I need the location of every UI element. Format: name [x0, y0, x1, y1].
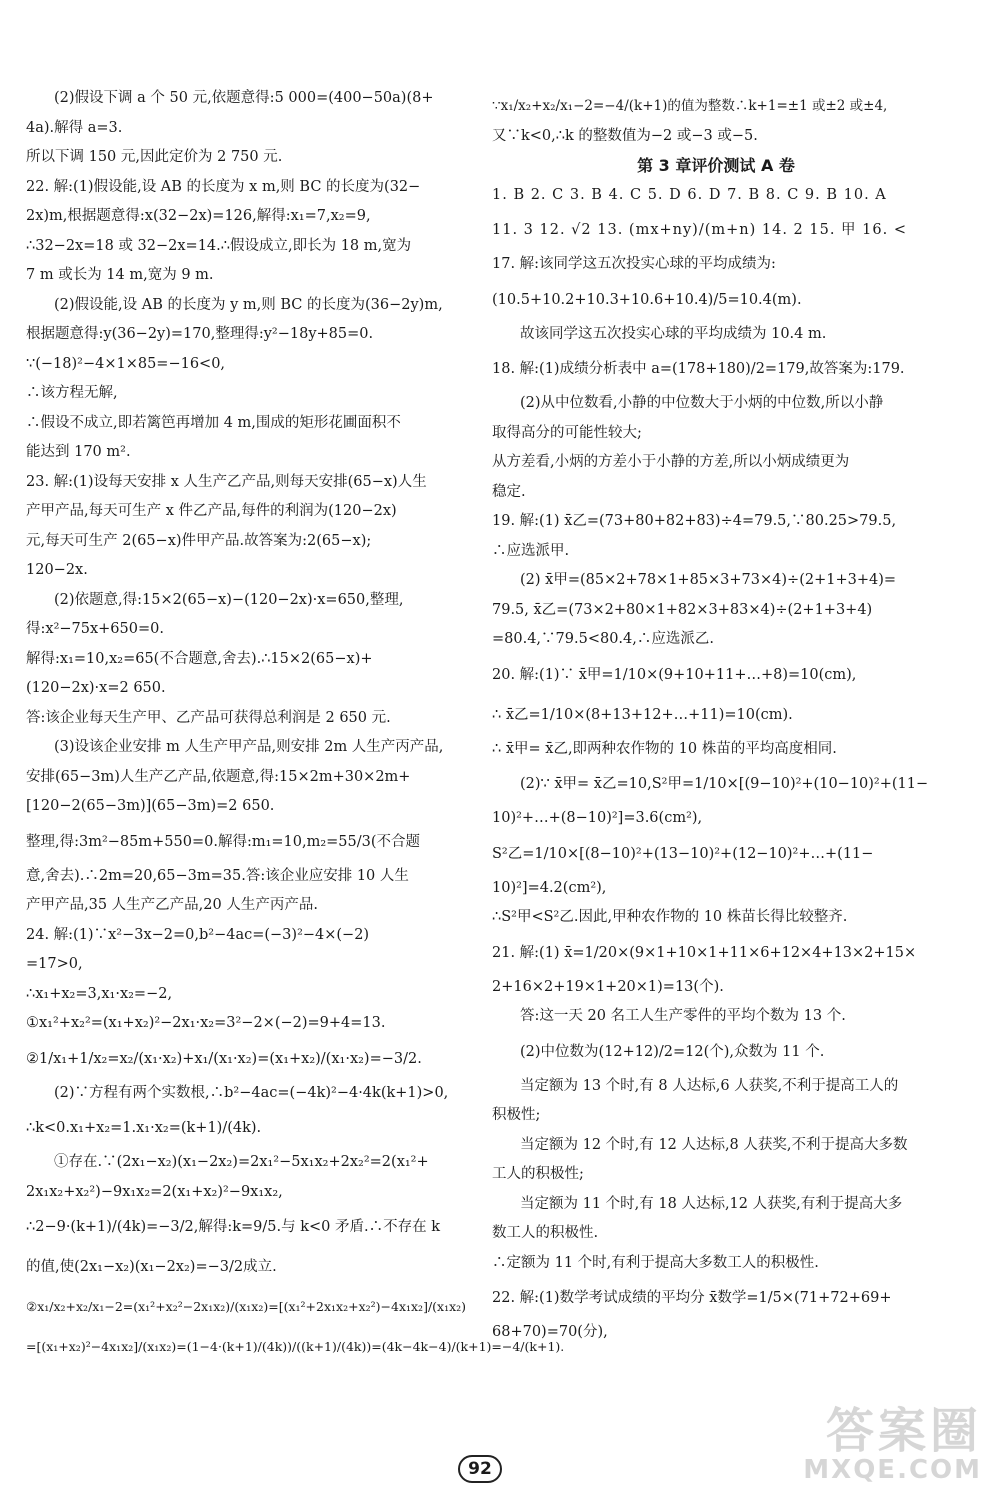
text-line: ∴定额为 11 个时,有利于提高大多数工人的积极性.	[492, 1254, 819, 1271]
text-line: 当定额为 12 个时,有 12 人达标,8 人获奖,不利于提高大多数	[520, 1136, 908, 1153]
text-line: 22. 解:(1)假设能,设 AB 的长度为 x m,则 BC 的长度为(32−	[26, 178, 421, 195]
text-line: 又∵k<0,∴k 的整数值为−2 或−3 或−5.	[492, 127, 758, 144]
text-line: S²乙=1/10×[(8−10)²+(13−10)²+(12−10)²+…+(11−	[492, 845, 874, 862]
text-line: ∴k<0.x₁+x₂=1.x₁·x₂=(k+1)/(4k).	[26, 1120, 262, 1136]
right-column	[492, 92, 940, 1348]
text-line: 21. 解:(1) x̄=1/20×(9×1+10×1+11×6+12×4+13×2+15×	[492, 944, 917, 961]
text-line: 10)²+…+(8−10)²]=3.6(cm²),	[492, 810, 703, 826]
text-line: ∴S²甲<S²乙.因此,甲种农作物的 10 株苗长得比较整齐.	[492, 909, 848, 925]
text-line: (3)设该企业安排 m 人生产甲产品,则安排 2m 人生产丙产品,	[54, 739, 444, 755]
watermark-logo: 答案圈	[825, 1403, 982, 1459]
text-line: (2) x̄甲=(85×2+78×1+85×3+73×4)÷(2+1+3+4)=	[520, 572, 897, 588]
text-line: 答:这一天 20 名工人生产零件的平均个数为 13 个.	[520, 1008, 846, 1024]
text-line: ①存在.∵(2x₁−x₂)(x₁−2x₂)=2x₁²−5x₁x₂+2x₂²=2(x₁²+	[54, 1154, 429, 1170]
text-line: [120−2(65−3m)](65−3m)=2 650.	[26, 798, 275, 814]
watermark	[803, 1403, 982, 1485]
text-line: 4a).解得 a=3.	[26, 119, 123, 136]
text-line: =[(x₁+x₂)²−4x₁x₂]/(x₁x₂)=(1−4·(k+1)/(4k))/((k+1)/(4k))=(4k−4k−4)/(k+1)=−4/(k+1).	[26, 1339, 565, 1354]
text-line: 的值,使(2x₁−x₂)(x₁−2x₂)=−3/2成立.	[26, 1259, 277, 1275]
text-line: 安排(65−3m)人生产乙产品,依题意,得:15×2m+30×2m+	[26, 768, 411, 785]
text-line: 68+70)=70(分),	[492, 1324, 608, 1340]
text-line: 23. 解:(1)设每天安排 x 人生产乙产品,则每天安排(65−x)人生	[26, 473, 427, 490]
text-line: 17. 解:该同学这五次投实心球的平均成绩为:	[492, 256, 776, 272]
text-line: ∵(−18)²−4×1×85=−16<0,	[26, 355, 226, 372]
text-line: (120−2x)·x=2 650.	[26, 680, 166, 696]
text-line: 79.5, x̄乙=(73×2+80×1+82×3+83×4)÷(2+1+3+4)	[492, 601, 873, 618]
text-line: 取得高分的可能性较大;	[492, 424, 642, 441]
text-line: ∴x₁+x₂=3,x₁·x₂=−2,	[26, 985, 173, 1002]
text-line: 19. 解:(1) x̄乙=(73+80+82+83)÷4=79.5,∵80.25>79.5,	[492, 513, 897, 529]
text-line: 整理,得:3m²−85m+550=0.解得:m₁=10,m₂=55/3(不合题	[26, 833, 421, 850]
page-number-label: 92	[458, 1455, 502, 1483]
text-line: 答:该企业每天生产甲、乙产品可获得总利润是 2 650 元.	[26, 709, 391, 726]
text-line: 7 m 或长为 14 m,宽为 9 m.	[26, 267, 214, 283]
text-line: 工人的积极性;	[492, 1166, 584, 1182]
chapter-title: 第 3 章评价测试 A 卷	[637, 156, 795, 175]
text-line: ∴应选派甲.	[492, 542, 570, 559]
text-line: ∴假设不成立,即若篱笆再增加 4 m,围成的矩形花圃面积不	[26, 414, 401, 431]
answer-line: 1. B 2. C 3. B 4. C 5. D 6. D 7. B 8. C 9. B 10. A	[492, 186, 887, 203]
text-line: 能达到 170 m².	[26, 444, 131, 460]
text-line: ∴32−2x=18 或 32−2x=14.∴假设成立,即长为 18 m,宽为	[26, 237, 412, 254]
text-line: (2)假设能,设 AB 的长度为 y m,则 BC 的长度为(36−2y)m,	[54, 296, 443, 313]
text-line: 元,每天可生产 2(65−x)件甲产品.故答案为:2(65−x);	[26, 532, 372, 549]
text-line: 根据题意得:y(36−2y)=170,整理得:y²−18y+85=0.	[26, 326, 374, 342]
text-line: 18. 解:(1)成绩分析表中 a=(178+180)/2=179,故答案为:179.	[492, 361, 905, 377]
text-line: 120−2x.	[26, 562, 88, 578]
text-line: 2x₁x₂+x₂²)−9x₁x₂=2(x₁+x₂)²−9x₁x₂,	[26, 1183, 283, 1200]
text-line: 得:x²−75x+650=0.	[26, 621, 164, 637]
text-line: 24. 解:(1)∵x²−3x−2=0,b²−4ac=(−3)²−4×(−2)	[26, 926, 370, 943]
text-line: 22. 解:(1)数学考试成绩的平均分 x̄数学=1/5×(71+72+69+	[492, 1290, 892, 1306]
text-line: 产甲产品,每天可生产 x 件乙产品,每件的利润为(120−2x)	[26, 503, 397, 519]
text-line: 意,舍去).∴2m=20,65−3m=35.答:该企业应安排 10 人生	[26, 867, 409, 884]
page-number	[452, 1455, 508, 1483]
text-line: 20. 解:(1)∵ x̄甲=1/10×(9+10+11+…+8)=10(cm),	[492, 666, 857, 683]
text-line: 从方差看,小炳的方差小于小静的方差,所以小炳成绩更为	[492, 454, 850, 470]
text-line: ∴ x̄甲= x̄乙,即两种农作物的 10 株苗的平均高度相同.	[492, 740, 837, 757]
watermark-site: MXQE.COM	[803, 1455, 982, 1485]
text-line: 10)²]=4.2(cm²),	[492, 879, 607, 896]
text-line: ②x₁/x₂+x₂/x₁−2=(x₁²+x₂²−2x₁x₂)/(x₁x₂)=[(x₁²+2x₁x₂+x₂²)−4x₁x₂]/(x₁x₂)	[26, 1299, 467, 1314]
text-line: (2)假设下调 a 个 50 元,依题意得:5 000=(400−50a)(8+	[54, 90, 434, 106]
text-line: (2)∵ x̄甲= x̄乙=10,S²甲=1/10×[(9−10)²+(10−10)²+(11−	[520, 776, 929, 792]
answer-line: 11. 3 12. √2 13. (mx+ny)/(m+n) 14. 2 15. 甲 16. <	[492, 222, 907, 238]
text-line: 当定额为 11 个时,有 18 人达标,12 人获奖,有利于提高大多	[520, 1195, 903, 1212]
text-line: (10.5+10.2+10.3+10.6+10.4)/5=10.4(m).	[492, 291, 802, 308]
text-line: ∵x₁/x₂+x₂/x₁−2=−4/(k+1)的值为整数∴k+1=±1 或±2 或±4,	[492, 98, 888, 114]
text-line: ∴该方程无解,	[26, 385, 118, 401]
text-line: 当定额为 13 个时,有 8 人达标,6 人获奖,不利于提高工人的	[520, 1077, 899, 1094]
text-line: (2)从中位数看,小静的中位数大于小炳的中位数,所以小静	[520, 395, 884, 411]
text-line: 产甲产品,35 人生产乙产品,20 人生产丙产品.	[26, 897, 318, 913]
text-line: =17>0,	[26, 956, 83, 972]
text-line: 数工人的积极性.	[492, 1225, 599, 1241]
text-line: (2)∵方程有两个实数根,∴b²−4ac=(−4k)²−4·4k(k+1)>0,	[54, 1084, 449, 1101]
text-line: ②1/x₁+1/x₂=x₂/(x₁·x₂)+x₁/(x₁·x₂)=(x₁+x₂)/(x₁·x₂)=−3/2.	[26, 1050, 422, 1067]
text-line: 解得:x₁=10,x₂=65(不合题意,舍去).∴15×2(65−x)+	[26, 650, 373, 667]
text-line: 故该同学这五次投实心球的平均成绩为 10.4 m.	[520, 325, 827, 342]
text-line: 积极性;	[492, 1107, 541, 1123]
text-line: (2)中位数为(12+12)/2=12(个),众数为 11 个.	[520, 1043, 825, 1060]
text-line: =80.4,∵79.5<80.4,∴应选派乙.	[492, 631, 714, 647]
text-line: 所以下调 150 元,因此定价为 2 750 元.	[26, 149, 283, 165]
text-line: ①x₁²+x₂²=(x₁+x₂)²−2x₁·x₂=3²−2×(−2)=9+4=13.	[26, 1015, 386, 1031]
text-line: 稳定.	[492, 483, 526, 500]
text-line: (2)依题意,得:15×2(65−x)−(120−2x)·x=650,整理,	[54, 591, 404, 608]
text-line: ∴ x̄乙=1/10×(8+13+12+…+11)=10(cm).	[492, 706, 793, 723]
text-line: ∴2−9·(k+1)/(4k)=−3/2,解得:k=9/5.与 k<0 矛盾.∴不存在 k	[26, 1219, 441, 1235]
text-line: 2x)m,根据题意得:x(32−2x)=126,解得:x₁=7,x₂=9,	[26, 208, 371, 224]
text-line: 2+16×2+19×1+20×1)=13(个).	[492, 978, 724, 995]
